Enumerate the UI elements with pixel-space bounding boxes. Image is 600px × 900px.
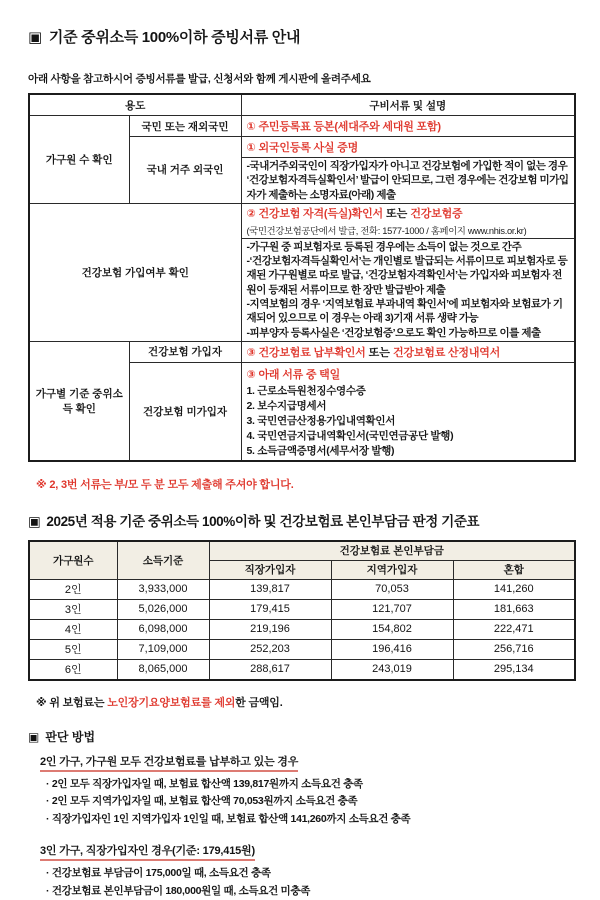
table-row bbox=[29, 639, 575, 659]
cell-household: 2인 bbox=[29, 579, 117, 599]
note-pre: ※ 위 보험료는 bbox=[36, 696, 108, 709]
cell-household: 3인 bbox=[29, 599, 117, 619]
doc-option-list bbox=[247, 384, 569, 459]
section-title-documents bbox=[28, 26, 576, 47]
case-heading: 2인 가구, 가구원 모두 건강보험료를 납부하고 있는 경우 bbox=[40, 753, 298, 772]
cell-workplace: 288,617 bbox=[209, 659, 331, 680]
header-mixed: 혼합 bbox=[453, 560, 575, 579]
cell-regional: 70,053 bbox=[331, 579, 453, 599]
square-bullet-icon: ▣ bbox=[28, 729, 40, 744]
doc-choose-one: ③ 아래 서류 중 택일 bbox=[246, 368, 341, 381]
judgment-title-text: 판단 방법 bbox=[45, 729, 96, 744]
header-income: 소득기준 bbox=[117, 541, 209, 580]
doc-option: 2. 보수지급명세서 bbox=[246, 399, 327, 412]
table-row bbox=[29, 599, 575, 619]
note-excludes-longterm-care bbox=[36, 694, 576, 710]
case-heading: 3인 가구, 직장가입자인 경우(기준: 179,415원) bbox=[40, 842, 255, 861]
criteria-table bbox=[28, 540, 576, 681]
label-insured: 건강보험 가입자 bbox=[129, 341, 241, 362]
cell-regional: 121,707 bbox=[331, 599, 453, 619]
desc-foreigner: -국내거주외국인이 직장가입자가 아니고 건강보험에 가입한 적이 없는 경우 ‘건강보험자격득실확인서’ 발급이 안되므로, 그런 경우에는 건강보험 미가입자가 제출하는 소명자료(아래) 제출 bbox=[246, 160, 569, 201]
group-member-count: 가구원 수 확인 bbox=[29, 116, 129, 204]
label-foreigner: 국내 거주 외국인 bbox=[129, 137, 241, 204]
cell-regional: 154,802 bbox=[331, 619, 453, 639]
cell-income: 7,109,000 bbox=[117, 639, 209, 659]
table-row bbox=[29, 579, 575, 599]
judgment-method-title bbox=[28, 728, 576, 745]
section-title-text: 2025년 적용 기준 중위소득 100%이하 및 건강보험료 본인부담금 판정 기준표 bbox=[46, 513, 480, 529]
header-premium-group: 건강보험료 본인부담금 bbox=[209, 541, 575, 561]
label-national: 국민 또는 재외국민 bbox=[129, 116, 241, 137]
doc-insurance-card: 건강보험증 bbox=[410, 207, 463, 220]
header-docs: 구비서류 및 설명 bbox=[241, 94, 575, 116]
or-text: 또는 bbox=[365, 346, 393, 359]
cell-household: 6인 bbox=[29, 659, 117, 680]
issuer-info: (국민건강보험공단에서 발급, 전화: 1577-1000 / 홈페이지 www.nhis.or.kr) bbox=[246, 225, 527, 236]
cell-mixed: 295,134 bbox=[453, 659, 575, 680]
intro-text: 아래 사항을 참고하시어 증빙서류를 발급, 신청서와 함께 게시판에 올려주세요 bbox=[28, 73, 371, 85]
header-regional: 지역가입자 bbox=[331, 560, 453, 579]
section-title-text: 기준 중위소득 100%이하 증빙서류 안내 bbox=[48, 29, 301, 46]
judgment-case-three-person bbox=[28, 828, 576, 900]
cell-mixed: 181,663 bbox=[453, 599, 575, 619]
table-header-row bbox=[29, 541, 575, 561]
doc-payment-confirm: ③ 건강보험료 납부확인서 bbox=[246, 346, 366, 359]
doc-option: 1. 근로소득원천징수영수증 bbox=[246, 384, 366, 397]
desc-line: -가구원 중 피보험자로 등록된 경우에는 소득이 없는 것으로 간주 bbox=[246, 240, 522, 253]
case-bullet: · 건강보험료 본인부담금이 180,000원일 때, 소득요건 미충족 bbox=[46, 884, 311, 897]
desc-line: -‘건강보험자격득실확인서’는 개인별로 발급되는 서류이므로 피보험자로 등재된 가구원별로 따로 발급, ‘건강보험자격확인서’는 가입자와 피보험자 전원이 등재된 서류이므로 한 장만 발급받아 제출 bbox=[246, 255, 568, 296]
table-row bbox=[29, 116, 575, 137]
group-income-check: 가구별 기준 중위소득 확인 bbox=[29, 341, 129, 461]
cell-regional: 243,019 bbox=[331, 659, 453, 680]
cell-workplace: 139,817 bbox=[209, 579, 331, 599]
cell-enrollment-doc bbox=[241, 203, 575, 238]
requirements-table bbox=[28, 93, 576, 462]
doc-foreigner-registration: ① 외국인등록 사실 증명 bbox=[246, 142, 359, 154]
cell-mixed: 222,471 bbox=[453, 619, 575, 639]
table-row bbox=[29, 619, 575, 639]
doc-option: 3. 국민연금산정용가입내역확인서 bbox=[246, 414, 396, 427]
cell-household: 5인 bbox=[29, 639, 117, 659]
cell-household: 4인 bbox=[29, 619, 117, 639]
cell-income: 8,065,000 bbox=[117, 659, 209, 680]
cell-income: 5,026,000 bbox=[117, 599, 209, 619]
cell-workplace: 219,196 bbox=[209, 619, 331, 639]
cell-income: 3,933,000 bbox=[117, 579, 209, 599]
cell-uninsured-docs bbox=[241, 362, 575, 461]
desc-line: -지역보험의 경우 ‘지역보험료 부과내역 확인서’에 피보험자와 보험료가 기재되어 있으므로 이 경우는 아래 3)기재 서류 생략 가능 bbox=[246, 298, 563, 325]
case-bullet: · 2인 모두 직장가입자일 때, 보험료 합산액 139,817원까지 소득요건 충족 bbox=[46, 777, 363, 790]
header-usage: 용도 bbox=[29, 94, 241, 116]
header-household: 가구원수 bbox=[29, 541, 117, 580]
table-row bbox=[29, 659, 575, 680]
case-bullet-list bbox=[46, 776, 576, 829]
case-bullet-list bbox=[46, 865, 576, 900]
cell-income: 6,098,000 bbox=[117, 619, 209, 639]
note-post: 한 금액임. bbox=[235, 696, 283, 709]
cell-regional: 196,416 bbox=[331, 639, 453, 659]
judgment-case-two-person bbox=[28, 745, 576, 829]
case-bullet: · 직장가입자인 1인 지역가입자 1인일 때, 보험료 합산액 141,260까지 소득요건 충족 bbox=[46, 812, 411, 825]
square-bullet-icon: ▣ bbox=[28, 513, 41, 529]
cell-mixed: 141,260 bbox=[453, 579, 575, 599]
doc-option: 4. 국민연금지급내역확인서(국민연금공단 발행) bbox=[246, 429, 454, 442]
or-text: 또는 bbox=[382, 207, 411, 220]
group-enrollment-check: 건강보험 가입여부 확인 bbox=[29, 203, 241, 341]
cell-workplace: 252,203 bbox=[209, 639, 331, 659]
section-title-criteria bbox=[28, 510, 576, 530]
case-bullet: · 건강보험료 부담금이 175,000일 때, 소득요건 충족 bbox=[46, 867, 271, 880]
note-red: 노인장기요양보험료를 제외 bbox=[107, 696, 236, 709]
case-bullet: · 2인 모두 지역가입자일 때, 보험료 합산액 70,053원까지 소득요건 충족 bbox=[46, 795, 358, 808]
table-row bbox=[29, 203, 575, 238]
cell-enrollment-desc bbox=[241, 238, 575, 341]
table-row bbox=[29, 341, 575, 362]
doc-qualification-cert: ② 건강보험 자격(득실)확인서 bbox=[246, 207, 383, 220]
doc-option: 5. 소득금액증명서(세무서장 발행) bbox=[246, 444, 395, 457]
doc-calc-statement: 건강보험료 산정내역서 bbox=[392, 346, 501, 359]
note-submit-both-parents: ※ 2, 3번 서류는 부/모 두 분 모두 제출해 주셔야 합니다. bbox=[36, 478, 294, 491]
table-header-row bbox=[29, 94, 575, 116]
cell-mixed: 256,716 bbox=[453, 639, 575, 659]
square-bullet-icon: ▣ bbox=[28, 29, 42, 46]
cell-workplace: 179,415 bbox=[209, 599, 331, 619]
desc-line: -피부양자 등록사실은 ‘건강보험증’으로도 확인 가능하므로 이를 제출 bbox=[246, 326, 541, 339]
doc-resident-register: ① 주민등록표 등본(세대주와 세대원 포함) bbox=[246, 121, 441, 133]
header-workplace: 직장가입자 bbox=[209, 560, 331, 579]
label-uninsured: 건강보험 미가입자 bbox=[129, 362, 241, 461]
